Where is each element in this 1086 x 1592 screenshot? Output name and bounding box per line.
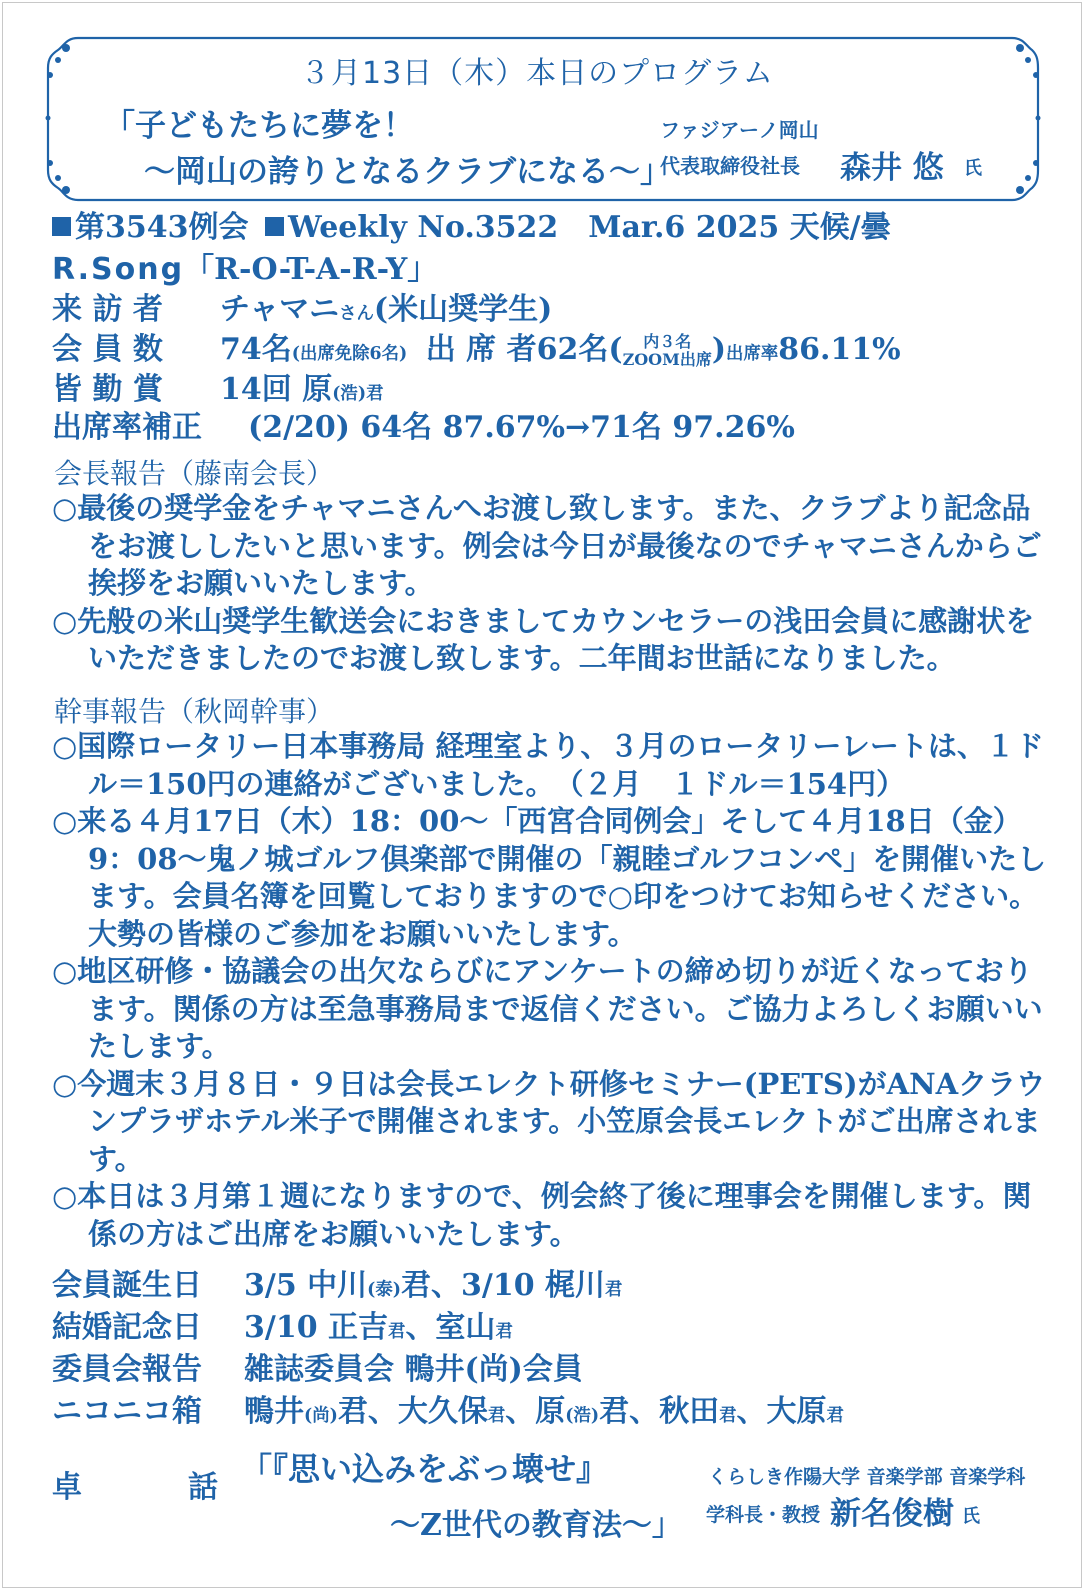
program-talk-title-2: 〜岡山の誇りとなるクラブになる〜」: [144, 154, 671, 190]
nico-note-3: (浩): [565, 1406, 600, 1426]
visitor-label: 来 訪 者: [52, 292, 163, 327]
perfect-label: 皆 勤 賞: [52, 372, 163, 407]
nico-value-2: 君、大久保: [337, 1394, 488, 1429]
nico-note-1: (尚): [304, 1406, 338, 1426]
makeup-line: [52, 410, 795, 446]
weekly-info: Weekly No.3522 Mar.6 2025 天候/曇: [287, 210, 891, 245]
secretary-report-heading: 幹事報告（秋岡幹事）: [54, 695, 335, 728]
attend-note-1: 内３名: [643, 332, 692, 351]
members-line: [52, 332, 901, 372]
president-item: ○最後の奨学金をチャマニさんへお渡し致します。また、クラブより記念品をお渡ししたいと思います。例会は今日が最後なのでチャマニさんからご挨拶をお願いいたします。: [52, 491, 1042, 600]
song-label: R.Song: [52, 252, 185, 287]
secretary-item: ○来る４月17日（木）18：00〜「西宮合同例会」そして４月18日（金）9：08〜鬼ノ城ゴルフ倶楽部で開催の「親睦ゴルフコンペ」を開催いたします。会員名簿を回覧しておりますので○印をつけてお知らせください。大勢の皆様のご参加をお願いいたします。: [52, 804, 1047, 951]
rate-value: 86.11%: [778, 332, 901, 367]
program-date-line: ３月13日（木）本日のプログラム: [300, 56, 774, 91]
table-talk-honorific: 氏: [962, 1506, 980, 1527]
table-talk-title-2: 〜Z世代の教育法〜」: [390, 1508, 682, 1543]
makeup-value: (2/20) 64名 87.67%→71名 97.26%: [248, 410, 795, 445]
table-talk-speaker-name: 新名俊樹: [830, 1496, 954, 1532]
nico-line: [52, 1394, 844, 1434]
visitor-san: さん: [339, 304, 374, 324]
birthday-rest: 君、3/10 梶川: [401, 1268, 606, 1303]
members-value: 74名: [220, 332, 292, 367]
attend-note: [623, 333, 712, 369]
committee-value: 雑誌委員会 鴨井(尚)会員: [244, 1352, 583, 1387]
attend-note-2: ZOOM出席: [622, 350, 712, 369]
wedding-kun-2: 君: [495, 1322, 513, 1342]
meeting-number: 第3543例会: [75, 210, 249, 245]
president-report-heading: 会長報告（藤南会長）: [54, 457, 335, 490]
birthday-line: [52, 1268, 622, 1308]
square-bullet-icon: [265, 217, 284, 236]
nico-kun-4: 君: [719, 1406, 737, 1426]
birthday-kun: 君: [605, 1280, 623, 1300]
program-speaker-org: ファジアーノ岡山: [660, 118, 819, 142]
wedding-value: 3/10 正吉: [244, 1310, 389, 1345]
wedding-kun-1: 君: [388, 1322, 406, 1342]
nico-value-1: 鴨井: [244, 1394, 304, 1429]
visitor-name: チャマニ: [220, 292, 340, 327]
birthday-note: (泰): [367, 1280, 402, 1300]
perfect-kun: 君: [366, 384, 384, 404]
perfect-value: 14回 原: [220, 372, 333, 407]
members-note: (出席免除6名): [291, 344, 408, 364]
nico-value-5: 、大原: [736, 1394, 827, 1429]
wedding-label: 結婚記念日: [52, 1310, 202, 1345]
attend-value: 62名(: [536, 332, 623, 367]
secretary-item: ○地区研修・協議会の出欠ならびにアンケートの締め切りが近くなっております。関係の方は至急事務局まで返信ください。ご協力よろしくお願いいたします。: [52, 954, 1043, 1063]
nico-value-4: 君、秋田: [599, 1394, 720, 1429]
perfect-note: (浩): [332, 384, 367, 404]
program-speaker-role: 代表取締役社長: [660, 154, 800, 178]
nico-kun-5: 君: [826, 1406, 844, 1426]
makeup-label: 出席率補正: [52, 410, 202, 445]
song-line: [52, 252, 437, 288]
table-talk-label-1: 卓: [52, 1470, 82, 1505]
meeting-header: [52, 210, 891, 246]
birthday-label: 会員誕生日: [52, 1268, 202, 1303]
wedding-line: [52, 1310, 513, 1350]
program-speaker-name: 森井 悠: [840, 150, 944, 186]
secretary-item: ○本日は３月第１週になりますので、例会終了後に理事会を開催します。関係の方はご出席をお願いいたします。: [52, 1179, 1032, 1251]
song-title: 「R-O-T-A-R-Y」: [184, 252, 438, 287]
nico-label: ニコニコ箱: [52, 1394, 202, 1429]
birthday-value: 3/5 中川: [244, 1268, 368, 1303]
committee-label: 委員会報告: [52, 1352, 202, 1387]
secretary-report-body: [52, 728, 1052, 1253]
table-talk-org: くらしき作陽大学 音楽学部 音楽学科: [708, 1466, 1026, 1488]
perfect-attendance-line: [52, 372, 383, 412]
visitor-line: [52, 292, 552, 332]
president-report-body: [52, 490, 1052, 678]
secretary-item: ○今週末３月８日・９日は会長エレクト研修セミナー(PETS)がANAクラウンプラザホテル米子で開催されます。小笠原会長エレクトがご出席されます。: [52, 1066, 1046, 1176]
table-talk-role: 学科長・教授: [706, 1504, 821, 1526]
square-bullet-icon: [52, 217, 71, 236]
table-talk-title-1: 「『思い込みをぶっ壊せ』: [240, 1450, 609, 1488]
members-label: 会 員 数: [52, 332, 163, 367]
nico-value-3: 、原: [505, 1394, 566, 1429]
visitor-note: (米山奨学生): [373, 292, 553, 327]
attend-close: ): [711, 332, 727, 367]
president-item: ○先般の米山奨学生歓送会におきましてカウンセラーの浅田会員に感謝状をいただきましたのでお渡し致します。二年間お世話になりました。: [52, 603, 1035, 675]
wedding-rest: 、室山: [405, 1310, 496, 1345]
rate-label: 出席率: [726, 344, 779, 364]
secretary-item: ○国際ロータリー日本事務局 経理室より、３月のロータリーレートは、１ドル＝150円の連絡がございました。 （２月 １ドル＝154円）: [52, 729, 1044, 801]
program-honorific: 氏: [964, 158, 982, 179]
committee-line: [52, 1352, 583, 1388]
table-talk-label-2: 話: [188, 1470, 218, 1505]
attend-label: 出 席 者: [425, 332, 537, 367]
program-talk-title-1: 「子どもたちに夢を！: [104, 108, 414, 144]
nico-kun-2: 君: [487, 1406, 506, 1426]
